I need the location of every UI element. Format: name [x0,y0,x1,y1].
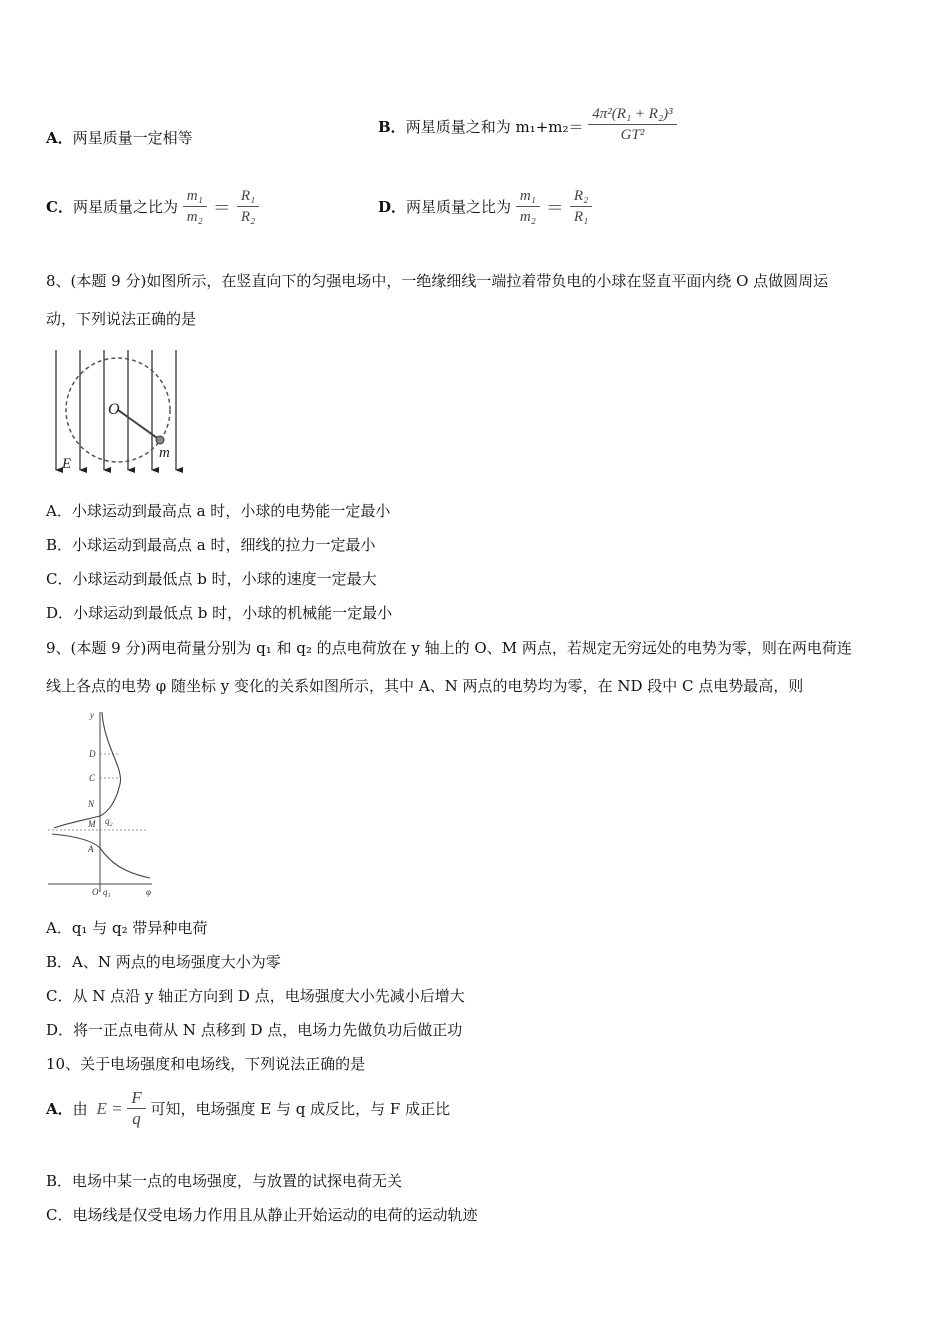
q9-option-b[interactable]: B．A、N 两点的电场强度大小为零 [46,953,281,971]
equals-sign: ＝ [212,197,231,219]
formula-lhs: E = [96,1098,123,1118]
label-q1: q₁ [103,887,111,897]
q7b-fraction: $\frac{\text{4π²(R₁ + R₂)³}}{\text{GT²}}$ [588,104,676,145]
label-c: C [89,773,96,783]
label-o: O [92,887,99,897]
label-m: M [88,819,96,829]
label-q2: q₂ [105,816,113,826]
q10-option-a[interactable]: A．由 E = $\frac{F}{q}$ 可知，电场强度 E 与 q 成反比，与 F 成正比 [46,1088,451,1128]
label-d: D [89,749,96,759]
label-e: E [62,456,72,472]
charged-ball [156,436,164,444]
label-n: N [88,799,95,809]
label-o: O [108,401,120,418]
q9-option-a[interactable]: A．q₁ 与 q₂ 带异种电荷 [46,919,208,937]
q7-option-d[interactable]: D．两星质量之比为 $\frac{\text{m₁}}{\text{m₂}}$ ＝ $\frac{\text{R₂}}{\text{R₁}}$ [378,186,592,227]
q8-option-d[interactable]: D．小球运动到最低点 b 时，小球的机械能一定最小 [46,604,393,622]
string [118,410,160,440]
label-m: m [159,445,170,461]
q7-option-b[interactable]: B．两星质量之和为 m₁+m₂＝ $\frac{\text{4π²(R₁ + R₂)³}}{\text{GT²}}$ [378,104,677,145]
q10-stem: 10、关于电场强度和电场线，下列说法正确的是 [46,1055,366,1073]
q10-option-b[interactable]: B．电场中某一点的电场强度，与放置的试探电荷无关 [46,1172,403,1190]
q8-option-a[interactable]: A．小球运动到最高点 a 时，小球的电势能一定最小 [46,502,391,520]
q9-option-c[interactable]: C．从 N 点沿 y 轴正方向到 D 点，电场强度大小先减小后增大 [46,987,465,1005]
q10-option-c[interactable]: C．电场线是仅受电场力作用且从静止开始运动的电荷的运动轨迹 [46,1206,478,1224]
q9-option-d[interactable]: D．将一正点电荷从 N 点移到 D 点，电场力先做负功后做正功 [46,1021,463,1039]
q9-potential-graph [44,706,164,898]
q7c-right-fraction: $\frac{\text{R₁}}{\text{R₂}}$ [237,186,259,227]
q8-stem-line2: 动，下列说法正确的是 [46,310,197,328]
label-phi: φ [146,887,151,897]
q8-electric-field-figure [46,346,186,474]
q8-option-b[interactable]: B．小球运动到最高点 a 时，细线的拉力一定最小 [46,536,376,554]
q7-option-a[interactable]: A．两星质量一定相等 [46,129,193,147]
q7-option-c[interactable]: C．两星质量之比为 $\frac{\text{m₁}}{\text{m₂}}$ ＝ $\frac{\text{R₁}}{\text{R₂}}$ [46,186,259,227]
lower-curve [52,834,150,878]
q9-stem-line2: 线上各点的电势 φ 随坐标 y 变化的关系如图所示，其中 A、N 两点的电势均为零，在 ND 段中 C 点电势最高，则 [46,677,804,695]
q7d-left-fraction: $\frac{\text{m₁}}{\text{m₂}}$ [516,186,540,227]
q9-stem-line1: 9、(本题 9 分)两电荷量分别为 q₁ 和 q₂ 的点电荷放在 y 轴上的 O、M 两点，若规定无穷远处的电势为零，则在两电荷连 [46,639,852,657]
equals-sign: ＝ [545,197,564,219]
label-a: A [88,844,94,854]
label-y: y [90,710,94,720]
q7d-right-fraction: $\frac{\text{R₂}}{\text{R₁}}$ [570,186,592,227]
q8-option-c[interactable]: C．小球运动到最低点 b 时，小球的速度一定最大 [46,570,377,588]
q10a-fraction: $\frac{F}{q}$ [127,1088,145,1129]
q7c-left-fraction: $\frac{\text{m₁}}{\text{m₂}}$ [183,186,207,227]
upper-curve [54,712,121,828]
q8-stem-line1: 8、(本题 9 分)如图所示，在竖直向下的匀强电场中，一绝缘细线一端拉着带负电的小球在竖直平面内绕 O 点做圆周运 [46,272,829,290]
